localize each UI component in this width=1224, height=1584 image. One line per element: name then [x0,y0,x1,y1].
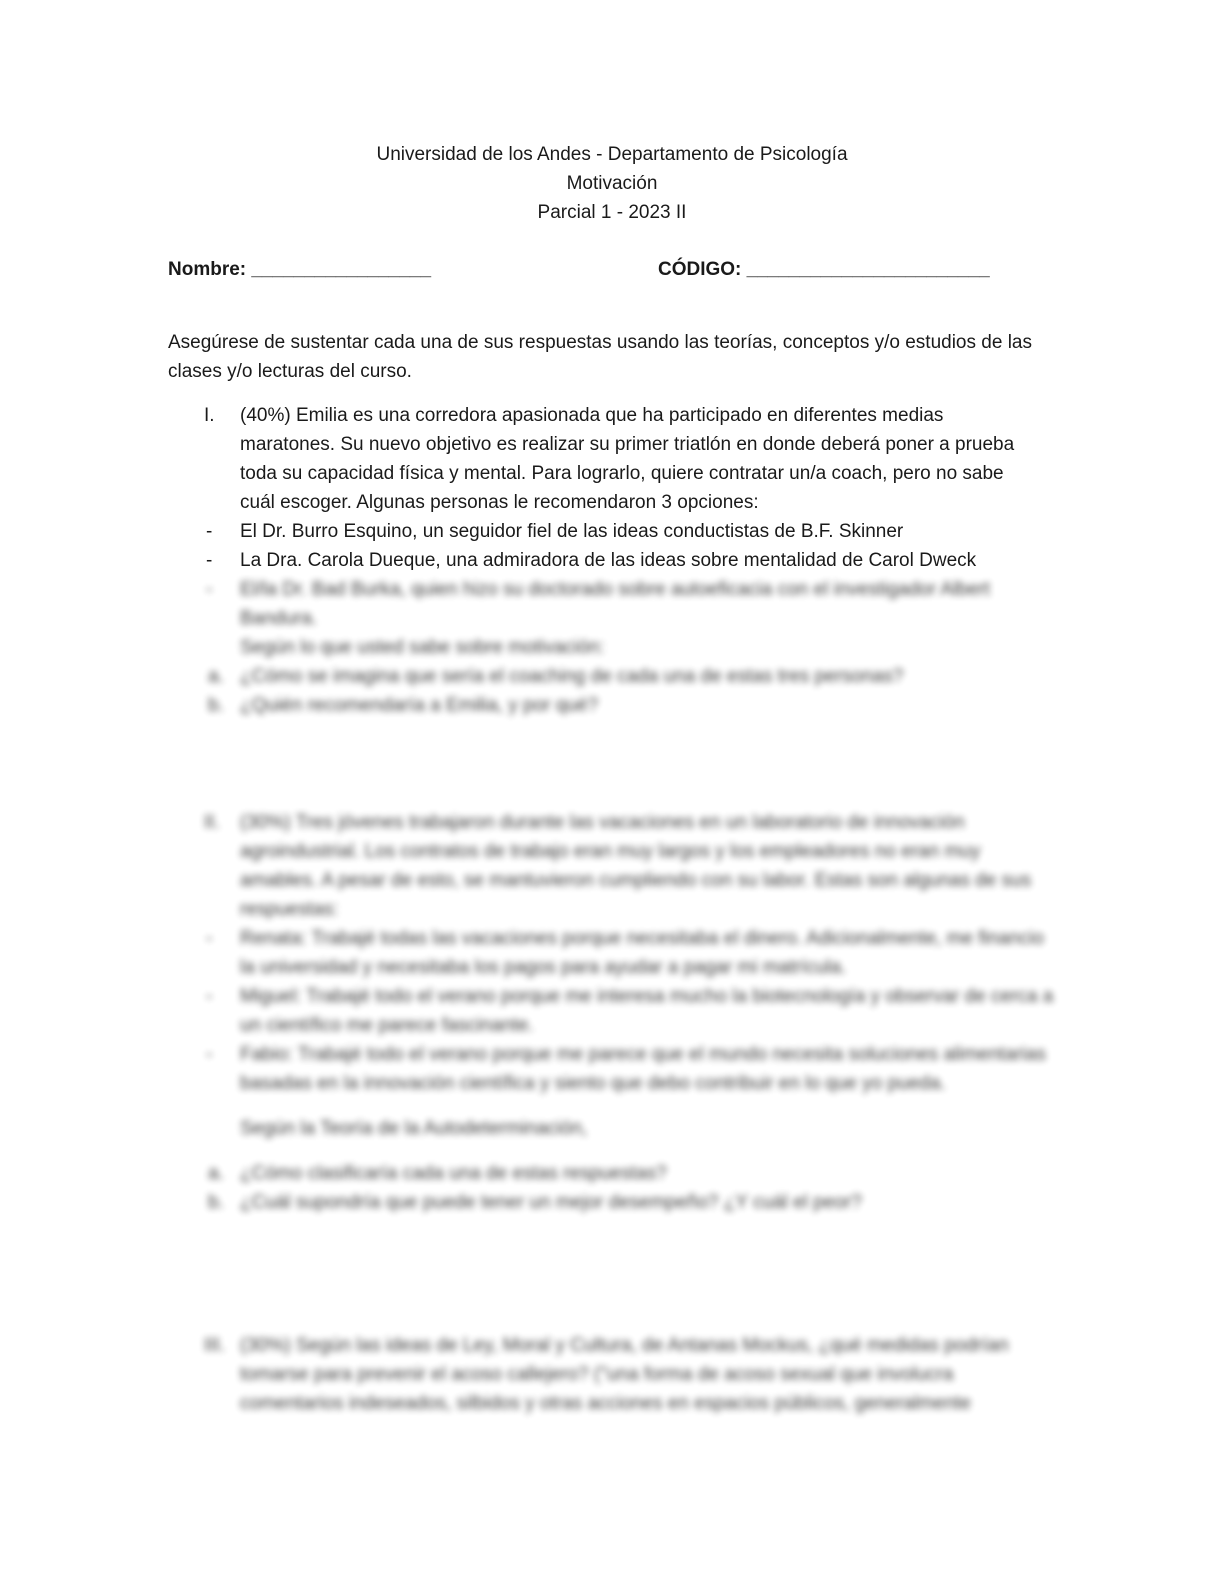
nombre-field[interactable]: Nombre: _________________ [168,259,432,280]
question-text: (30%) Según las ideas de Ley, Moral y Cultura, de Antanas Mockus, ¿qué medidas podrían tomarse para prevenir el acoso callejero? ("una forma de acoso sexual que involucra comentarios indeseados, silbidos y otras acciones en espacios públicos, generalmente [240,1335,1009,1414]
list-item: b. ¿Quién recomendaría a Emilia, y por qué? [208,695,599,716]
list-item: a. ¿Cómo clasificaría cada una de estas respuestas? [208,1163,667,1184]
bullet-dash: - [206,986,213,1007]
options-list [168,517,1058,633]
list-item: b. ¿Cuál supondría que puede tener un mejor desempeño? ¿Y cuál el peor? [208,1192,862,1213]
bullet-dash: - [206,928,213,949]
codigo-field[interactable]: CÓDIGO: _______________________ [658,259,990,280]
exam-header [0,140,1224,227]
list-item: - La Dra. Carola Dueque, una admiradora de las ideas sobre mentalidad de Carol Dweck [168,546,1058,575]
question-1 [168,401,1058,720]
question-2 [168,808,1058,1217]
instructions-paragraph: Asegúrese de sustentar cada una de sus respuestas usando las teorías, conceptos y/o estudios de las clases y/o lecturas del curso. [168,332,1032,382]
question-number: II. [204,812,220,833]
question-text: (30%) Tres jóvenes trabajaron durante las vacaciones en un laboratorio de innovación agroindustrial. Los contratos de trabajo eran muy largos y los empleadores no eran muy amables. A pesar de esto, se mantuvieron cumpliendo con su labor. Estas son algunas de sus respuestas: [240,812,1032,920]
bullet-dash: - [206,550,213,571]
subquestion-list [168,662,1058,720]
subquestion-list [168,1159,1058,1217]
course-name: Motivación [566,173,658,194]
bullet-dash: - [206,1044,213,1065]
question-prompt: Según lo que usted sabe sobre motivación: [240,637,605,658]
list-item: - Miguel: Trabajé todo el verano porque me interesa mucho la biotecnología y observar de cerca a un científico me parece fascinante. [168,982,1058,1040]
question-number: I. [204,405,215,426]
answers-list [168,924,1058,1098]
list-item: - El Dr. Burro Esquino, un seguidor fiel de las ideas conductistas de B.F. Skinner [168,517,1058,546]
list-item: - Renata: Trabajé todas las vacaciones porque necesitaba el dinero. Adicionalmente, me financio la universidad y necesitaba los pagos para ayudar a pagar mi matrícula. [168,924,1058,982]
question-number: III. [204,1335,226,1356]
exam-name: Parcial 1 - 2023 II [537,202,687,223]
list-item: a. ¿Cómo se imagina que sería el coaching de cada una de estas tres personas? [208,666,904,687]
list-item: - Fabio: Trabajé todo el verano porque me parece que el mundo necesita soluciones alimentarias basadas en la innovación científica y siento que debo contribuir en lo que yo pueda. [168,1040,1058,1098]
list-item: - El/la Dr. Bad Burka, quien hizo su doctorado sobre autoeficacia con el investigador Albert Bandura. [168,575,1058,633]
university-title: Universidad de los Andes - Departamento de Psicología [376,144,848,165]
question-3 [168,1331,1058,1418]
question-prompt: Según la Teoría de la Autodeterminación, [240,1118,588,1139]
question-text: (40%) Emilia es una corredora apasionada que ha participado en diferentes medias maratones. Su nuevo objetivo es realizar su primer triatlón en donde deberá poner a prueba toda su capacidad física y mental. Para lograrlo, quiere contratar un/a coach, pero no sabe cuál escoger. Algunas personas le recomendaron 3 opciones: [240,405,1015,513]
bullet-dash: - [206,579,213,600]
bullet-dash: - [206,521,213,542]
